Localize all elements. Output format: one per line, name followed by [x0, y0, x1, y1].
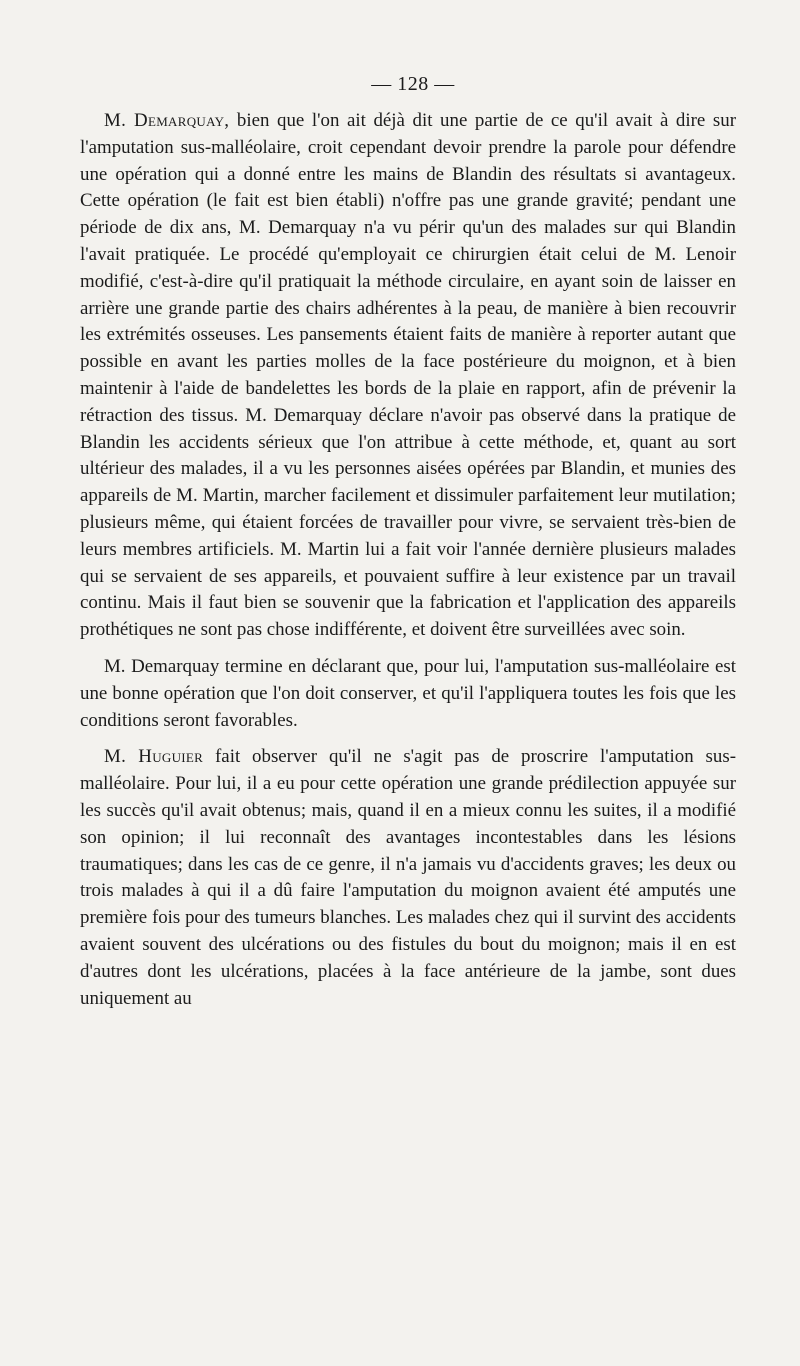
paragraph-text: M. Demarquay termine en déclarant que, pour lui, l'amputation sus-malléolaire est une bonne opération que l'on doit conserver, et qu'il l'appliquera toutes les fois que les conditions seront favorables. [80, 655, 736, 731]
paragraph-huguier [80, 744, 736, 1012]
paragraph-demarquay-conclusion [80, 654, 736, 734]
speaker-name: M. Demarquay, [104, 110, 230, 131]
speaker-name: M. Huguier [104, 746, 204, 768]
document-page [80, 68, 736, 1022]
paragraph-demarquay [80, 108, 736, 644]
paragraph-text: fait observer qu'il ne s'agit pas de proscrire l'amputation sus-malléolaire. Pour lui, il a eu pour cette opération une grande prédilection appuyée sur les succès qu'il avait obtenus; mais, quand il en a mieux connu les suites, il a modifié son opinion; il lui reconnaît des avantages incontestables dans les lésions traumatiques; dans les cas de ce genre, il n'a jamais vu d'accidents graves; les deux ou trois malades à qui il a dû faire l'amputation du moignon avaient été amputés une première fois pour des tumeurs blanches. Les malades chez qui il survint des accidents avaient souvent des ulcérations ou des fistules du bout du moignon; mais il en est d'autres dont les ulcérations, placées à la face antérieure de la jambe, sont dues uniquement au [80, 746, 736, 1009]
paragraph-text: bien que l'on ait déjà dit une partie de ce qu'il avait à dire sur l'amputation sus-malléolaire, croit cependant devoir prendre la parole pour défendre une opération qui a donné entre les mains de Blandin des résultats si avantageux. Cette opération (le fait est bien établi) n'offre pas une grande gravité; pendant une période de dix ans, M. Demarquay n'a vu périr qu'un des malades sur qui Blandin l'avait pratiquée. Le procédé qu'employait ce chirurgien était celui de M. Lenoir modifié, c'est-à-dire qu'il pratiquait la méthode circulaire, en ayant soin de laisser en arrière une grande partie des chairs adhérentes à la peau, de manière à bien recouvrir les extrémités osseuses. Les pansements étaient faits de manière à reporter autant que possible en avant les parties molles de la face postérieure du moignon, et à bien maintenir à l'aide de bandelettes les bords de la plaie en rapport, afin de prévenir la rétraction des tissus. M. Demarquay déclare n'avoir pas observé dans la pratique de Blandin les accidents sérieux que l'on attribue à cette méthode, et, quant au sort ultérieur des malades, il a vu les personnes aisées opérées par Blandin, et munies des appareils de M. Martin, marcher facilement et dissimuler parfaitement leur mutilation; plusieurs même, qui étaient forcées de travailler pour vivre, se servaient très-bien de leurs membres artificiels. M. Martin lui a fait voir l'année dernière plusieurs malades qui se servaient de ses appareils, et pouvaient suffire à leur existence par un travail continu. Mais il faut bien se souvenir que la fabrication et l'application des appareils prothétiques ne sont pas chose indifférente, et doivent être surveillées avec soin. [80, 110, 736, 641]
page-number: — 128 — [371, 73, 455, 95]
